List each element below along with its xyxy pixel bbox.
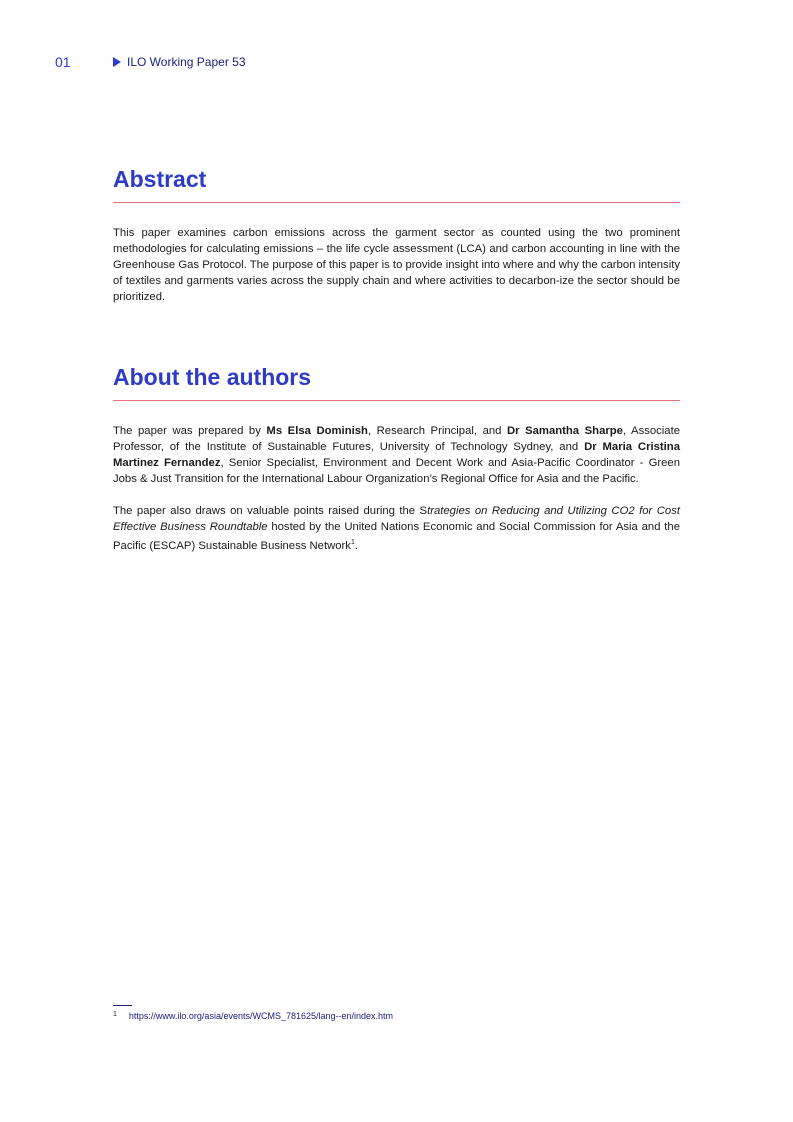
footnote-link[interactable]: https://www.ilo.org/asia/events/WCMS_781625/lang--en/index.htm bbox=[128, 1011, 394, 1021]
page-number: 01 bbox=[55, 54, 71, 70]
footnote bbox=[113, 1011, 393, 1021]
authors-heading: About the authors bbox=[113, 364, 680, 401]
author-name: Dr Maria Cristina Martinez Fernandez bbox=[113, 441, 680, 469]
running-title bbox=[113, 55, 246, 69]
footnote-divider bbox=[113, 1005, 132, 1006]
abstract-heading: Abstract bbox=[113, 166, 680, 203]
roundtable-title: trategies on Reducing and Utilizing CO2 for Cost Effective Business Roundtable bbox=[113, 505, 680, 533]
author-name: Ms Elsa Dominish bbox=[266, 425, 368, 437]
running-title-text: ILO Working Paper 53 bbox=[127, 55, 246, 69]
abstract-body: This paper examines carbon emissions across the garment sector as counted using the two prominent methodologies for calculating emissions – the life cycle assessment (LCA) and carbon accounting in line with the Greenhouse Gas Protocol. The purpose of this paper is to provide insight into where and why the carbon intensity of textiles and garments varies across the supply chain and where activities to decarbon-ize the sector should be prioritized. bbox=[113, 227, 680, 303]
author-name: Dr Samantha Sharpe bbox=[506, 425, 623, 437]
abstract-section bbox=[113, 166, 680, 305]
play-triangle-icon bbox=[113, 57, 121, 67]
authors-paragraph: The paper was prepared by Ms Elsa Dominish, Research Principal, and Dr Samantha Sharpe, Associate Professor, of the Institute of Sustainable Futures, University of Technology Sydney, and Dr Maria Cristina Martinez Fernandez, Senior Specialist, Environment and Decent Work and Asia-Pacific Coordinator - Green Jobs & Just Transition for the International Labour Organization’s Regional Office for Asia and the Pacific. bbox=[113, 425, 681, 485]
acknowledgement-paragraph: The paper also draws on valuable points raised during the Strategies on Reducing and Utilizing CO2 for Cost Effective Business Roundtable hosted by the United Nations Economic and Social Commission for Asia and the Pacific (ESCAP) Sustainable Business Network$^1$. bbox=[113, 505, 680, 552]
authors-section bbox=[113, 364, 680, 554]
footnote-ref[interactable]: 1 bbox=[350, 539, 355, 546]
footnote-number: 1 bbox=[113, 1011, 117, 1018]
